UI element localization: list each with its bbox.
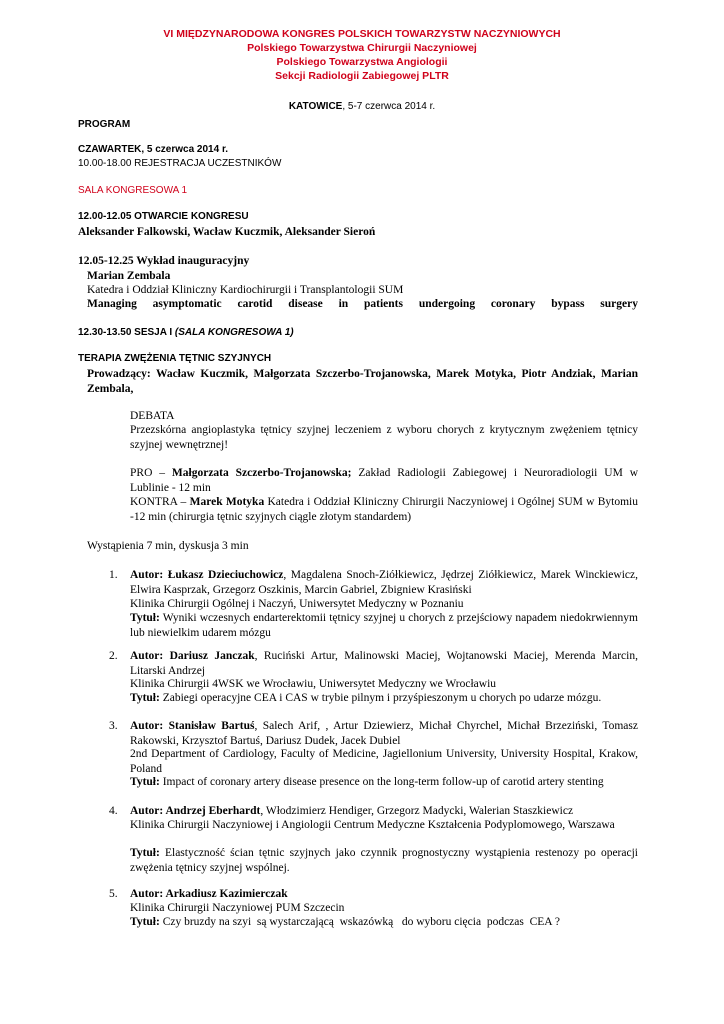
lead-author: Andrzej Eberhardt <box>165 805 261 817</box>
society-line-2: Polskiego Towarzystwa Angiologii <box>276 56 448 68</box>
author-label: Autor: <box>130 569 168 581</box>
talk-affiliation: Klinika Chirurgii Naczyniowej i Angiologii Centrum Medyczne Kształcenia Podyplomowego, Warszawa <box>130 819 615 831</box>
talk-authors <box>130 804 573 818</box>
talk-authors <box>130 568 638 597</box>
inaugural-title: 12.05-12.25 Wykład inauguracyjny <box>78 255 250 267</box>
talk-authors <box>130 649 638 678</box>
talk-title-text: Impact of coronary artery disease presence on the long-term follow-up of carotid artery stenting <box>159 776 604 788</box>
session-chairs: Prowadzący: Wacław Kuczmik, Małgorzata Szczerbo-Trojanowska, Marek Motyka, Piotr Andziak, Marian Zembala, <box>87 368 638 395</box>
talks-note: Wystąpienia 7 min, dyskusja 3 min <box>87 540 249 552</box>
talk-number: 1. <box>109 569 118 581</box>
lead-author: Stanisław Bartuś <box>168 720 255 732</box>
registration-line: 10.00-18.00 REJESTRACJA UCZESTNIKÓW <box>78 158 282 169</box>
author-label: Autor: <box>130 888 166 900</box>
talk-title <box>130 775 604 789</box>
talk-authors <box>130 719 638 748</box>
hall-title: SALA KONGRESOWA 1 <box>78 185 188 196</box>
title-label: Tytuł: <box>130 612 160 624</box>
talk-number: 2. <box>109 650 118 662</box>
author-label: Autor: <box>130 805 166 817</box>
kontra-affiliation: Katedra i Oddział Kliniczny Chirurgii Naczyniowej i Ogólnej SUM w Bytomiu -12 min (chirurgia tętnic szyjnych ciągle złotym standardem) <box>130 496 638 523</box>
opening-title: 12.00-12.05 OTWARCIE KONGRESU <box>78 211 249 222</box>
co-authors: , Magdalena Snoch-Ziółkiewicz, Jędrzej Ziółkiewicz, Marek Winckiewicz, Elwira Kasprzak, Grzegorz Oszkinis, Marcin Gabriel, Zbigniew Krasiński <box>130 569 638 596</box>
talk-title-text: Elastyczność ścian tętnic szyjnych jako czynnik prognostyczny wystąpienia restenozy po operacji zwężenia tętnicy szyjnej wspólnej. <box>130 847 638 874</box>
lead-author: Arkadiusz Kazimierczak <box>165 888 288 900</box>
co-authors: , Ruciński Artur, Malinowski Maciej, Wojtanowski Maciej, Merenda Marcin, Litarski Andrzej <box>130 650 638 677</box>
session-title <box>78 326 294 340</box>
society-line-1: Polskiego Towarzystwa Chirurgii Naczyniowej <box>247 42 477 54</box>
talk-title-text: Zabiegi operacyjne CEA i CAS w trybie pilnym i przyśpieszonym u chorych po udarze mózgu. <box>159 692 602 704</box>
title-label: Tytuł: <box>130 776 160 788</box>
debate-pro <box>130 466 638 495</box>
venue-line <box>0 100 724 114</box>
talk-title <box>130 691 601 705</box>
talk-authors <box>130 887 288 901</box>
session-hall: (SALA KONGRESOWA 1) <box>174 327 294 338</box>
title-label: Tytuł: <box>130 916 160 928</box>
co-authors: , Salech Arif, , Artur Dziewierz, Michał Chyrchel, Michał Brzeziński, Tomasz Rakowski, Krzysztof Bartuś, Dariusz Dudek, Jacek Dubiel <box>130 720 638 747</box>
talk-affiliation: Klinika Chirurgii Naczyniowej PUM Szczecin <box>130 902 345 914</box>
lead-author: Łukasz Dzieciuchowicz <box>167 569 284 581</box>
venue-city: KATOWICE <box>288 101 343 112</box>
talk-affiliation: Klinika Chirurgii Ogólnej i Naczyń, Uniwersytet Medyczny w Poznaniu <box>130 598 464 610</box>
opening-names: Aleksander Falkowski, Wacław Kuczmik, Aleksander Sieroń <box>78 226 376 238</box>
debate-kontra <box>130 495 638 524</box>
talk-affiliation: Klinika Chirurgii 4WSK we Wrocławiu, Uniwersytet Medyczny we Wrocławiu <box>130 678 497 690</box>
inaugural-speaker: Marian Zembala <box>87 270 171 282</box>
talk-number: 3. <box>109 720 118 732</box>
pro-speaker: Małgorzata Szczerbo-Trojanowska; <box>171 467 352 479</box>
venue-dates: , 5-7 czerwca 2014 r. <box>342 101 436 112</box>
talk-title <box>130 846 638 875</box>
author-label: Autor: <box>130 720 169 732</box>
day-title: CZAWARTEK, 5 czerwca 2014 r. <box>78 144 229 155</box>
program-label: PROGRAM <box>78 119 131 130</box>
session-time-label: 12.30-13.50 SESJA I <box>78 327 175 338</box>
talk-title <box>130 915 560 929</box>
talk-affiliation: 2nd Department of Cardiology, Faculty of Medicine, Jagiellonium University, University Hospital, Krakow, Poland <box>130 748 638 775</box>
congress-title: VI MIĘDZYNARODOWA KONGRES POLSKICH TOWARZYSTW NACZYNIOWYCH <box>163 28 561 40</box>
kontra-speaker: Marek Motyka <box>189 496 265 508</box>
talk-title <box>130 611 638 640</box>
title-label: Tytuł: <box>130 847 160 859</box>
inaugural-lecture: Managing asymptomatic carotid disease in patients undergoing coronary bypass surgery <box>87 298 638 310</box>
inaugural-affiliation: Katedra i Oddział Kliniczny Kardiochirurgii i Transplantologii SUM <box>87 284 404 296</box>
co-authors: , Włodzimierz Hendiger, Grzegorz Madycki, Walerian Staszkiewicz <box>260 805 574 817</box>
debate-label: DEBATA <box>130 410 175 422</box>
pro-affiliation: Zakład Radiologii Zabiegowej i Neuroradiologii UM w Lublinie - 12 min <box>130 467 639 494</box>
talk-title-text: Wyniki wczesnych endarterektomii tętnicy szyjnej u chorych z przejściowy napadem niedokrwiennym lub niewielkim udarem mózgu <box>130 612 638 639</box>
debate-question: Przezskórna angioplastyka tętnicy szyjnej leczeniem z wyboru chorych z krytycznym zwężeniem tętnicy szyjnej wewnętrznej! <box>130 424 638 451</box>
talk-number: 5. <box>109 888 118 900</box>
session-topic: TERAPIA ZWĘŻENIA TĘTNIC SZYJNYCH <box>78 353 272 364</box>
lead-author: Dariusz Janczak <box>169 650 255 662</box>
title-label: Tytuł: <box>130 692 160 704</box>
author-label: Autor: <box>130 650 170 662</box>
talk-number: 4. <box>109 805 118 817</box>
society-line-3: Sekcji Radiologii Zabiegowej PLTR <box>275 70 449 82</box>
kontra-prefix: KONTRA – <box>130 496 190 508</box>
talk-title-text: Czy bruzdy na szyi są wystarczającą wskazówką do wyboru cięcia podczas CEA ? <box>159 916 560 928</box>
pro-prefix: PRO – <box>130 467 172 479</box>
